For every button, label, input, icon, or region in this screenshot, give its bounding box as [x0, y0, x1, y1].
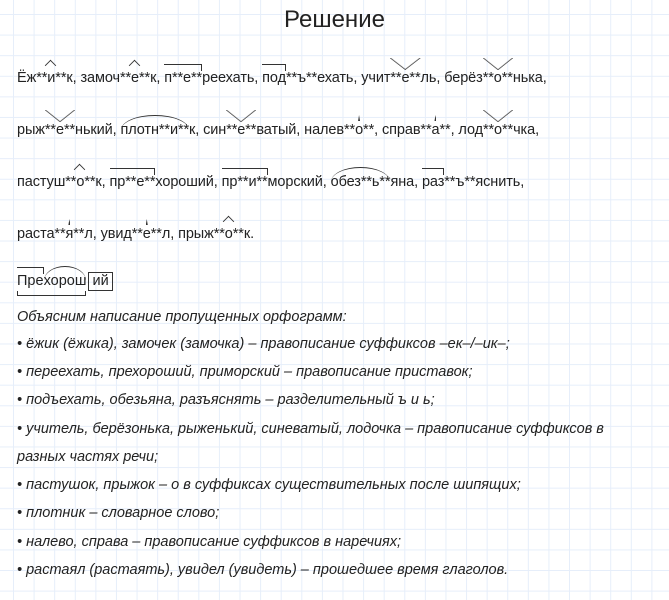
suffix-marker: **о** — [482, 122, 514, 138]
word-part: увид — [100, 226, 132, 242]
word-base — [17, 273, 86, 289]
word-part: , — [450, 122, 459, 138]
stress-marker: **о** — [343, 122, 375, 138]
root-marker: плотн**и** — [120, 122, 190, 138]
word-part: яснить, — [475, 174, 525, 190]
stress-marker: **а** — [420, 122, 451, 138]
word-part: учит — [361, 70, 391, 86]
word-part: яна, — [390, 174, 422, 190]
word-part: прыж — [178, 226, 214, 242]
explanation-item: • пастушок, прыжок – о в суффиксах существительных после шипящих; — [17, 477, 521, 493]
suffix-marker: **е** — [390, 70, 421, 86]
explanation-item: • подъехать, обезьяна, разъяснять – разделительный ъ и ь; — [17, 392, 435, 408]
page-title: Решение — [284, 6, 385, 33]
orthogram-marker: **ъ** — [444, 174, 476, 190]
word-part: нький, — [75, 122, 121, 138]
word-part: к, — [95, 174, 110, 190]
suffix-marker: **е** — [226, 122, 257, 138]
word-part: замоч — [80, 70, 120, 86]
explanation-item: разных частях речи; — [17, 449, 159, 465]
word-part: к, — [189, 122, 204, 138]
prefix-marker: пр**и** — [221, 174, 268, 190]
word-part: к. — [243, 226, 255, 242]
exercise-line-4 — [17, 226, 254, 242]
word-part: , — [374, 122, 382, 138]
word-part: налев — [304, 122, 344, 138]
word-part: пастуш — [17, 174, 66, 190]
ending-box: ий — [88, 272, 112, 291]
suffix-marker: **е** — [44, 122, 76, 138]
word-part: Ёж — [17, 70, 37, 86]
word-part: ехать, — [317, 70, 362, 86]
word-part: ватый, — [256, 122, 305, 138]
stress-marker: **я** — [54, 226, 85, 242]
word-part: берёз — [444, 70, 483, 86]
orthogram-marker: **о** — [213, 226, 244, 242]
explanation-item: • плотник – словарное слово; — [17, 505, 220, 521]
word-part: л, — [161, 226, 179, 242]
root-marker: хорош — [43, 273, 87, 289]
prefix-marker: пр**е** — [109, 174, 156, 190]
orthogram-marker: **и** — [36, 70, 67, 86]
word-part: чка, — [513, 122, 540, 138]
word-part: нька, — [512, 70, 547, 86]
root-marker: обез**ь** — [330, 174, 391, 190]
word-part: син — [203, 122, 227, 138]
word-part: хороший, — [155, 174, 222, 190]
word-part: реехать, — [202, 70, 263, 86]
word-part: справ — [381, 122, 421, 138]
explanation-item: • растаял (растаять), увидел (увидеть) – прошедшее время глаголов. — [17, 562, 509, 578]
explanation-item: • учитель, берёзонька, рыженький, синеватый, лодочка – правописание суффиксов в — [17, 421, 604, 437]
exercise-line-1 — [17, 70, 547, 86]
explanation-item: • переехать, прехороший, приморский – правописание приставок; — [17, 364, 473, 380]
explanation-item: • налево, справа – правописание суффиксов в наречиях; — [17, 534, 402, 550]
suffix-marker: **о** — [482, 70, 513, 86]
prefix-marker: раз — [421, 174, 445, 190]
word-part: ль, — [420, 70, 445, 86]
orthogram-marker: **е** — [119, 70, 151, 86]
exercise-line-3 — [17, 174, 524, 190]
prefix-marker: п**е** — [164, 70, 203, 86]
prefix-marker: под — [262, 70, 286, 86]
word-part: лод — [458, 122, 483, 138]
word-part: к, — [66, 70, 81, 86]
word-part: рыж — [17, 122, 45, 138]
word-part: раста — [17, 226, 55, 242]
word-part: л, — [84, 226, 101, 242]
exercise-line-2 — [17, 122, 539, 138]
prefix-marker: Пре — [17, 273, 44, 289]
word-part: морский, — [267, 174, 331, 190]
morpheme-parse — [17, 272, 113, 291]
word-part: к, — [150, 70, 165, 86]
orthogram-marker: **о** — [65, 174, 96, 190]
orthogram-marker: **ъ** — [285, 70, 318, 86]
explanation-heading: Объясним написание пропущенных орфограмм: — [17, 309, 347, 325]
stress-marker: **е** — [131, 226, 162, 242]
explanation-item: • ёжик (ёжика), замочек (замочка) – правописание суффиксов –ек–/–ик–; — [17, 336, 510, 352]
